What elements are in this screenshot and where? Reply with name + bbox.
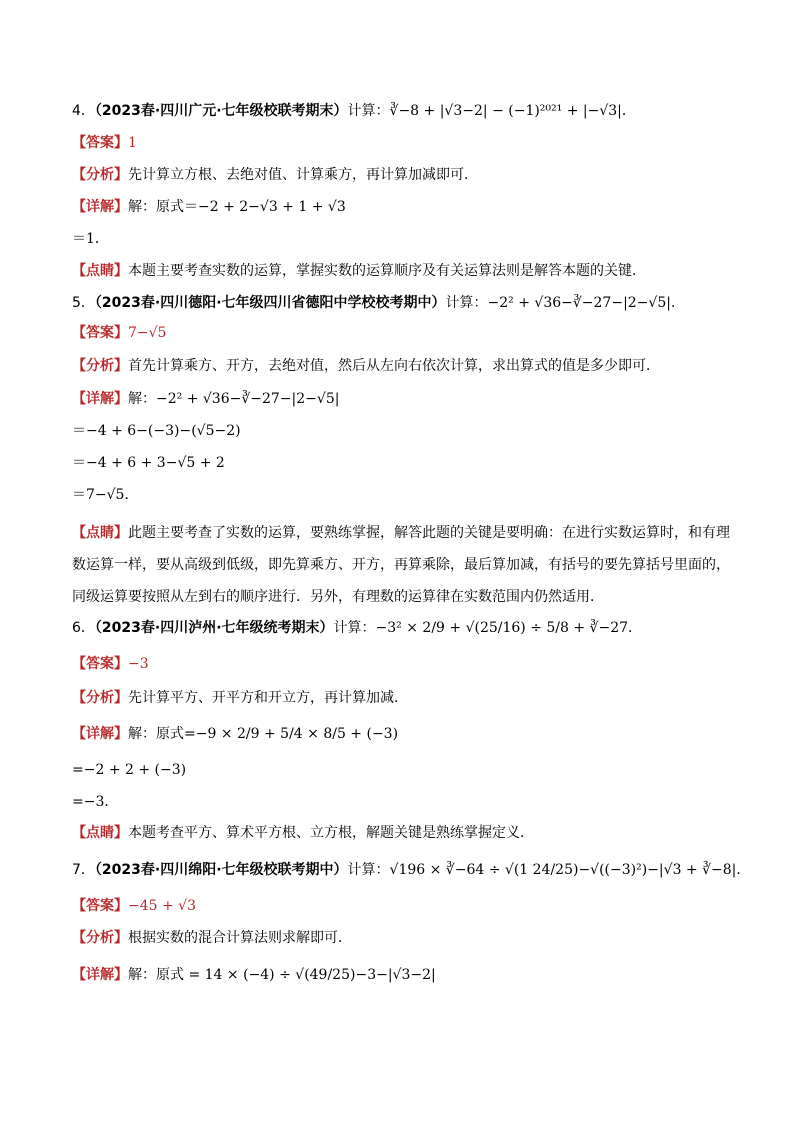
answer-tag: 【答案】	[72, 898, 128, 914]
problem-4-analysis	[72, 165, 734, 185]
problem-7-question	[72, 860, 751, 880]
answer-tag: 【答案】	[72, 135, 128, 151]
comment-text: 本题主要考查实数的运算，掌握实数的运算顺序及有关运算法则是解答本题的关键．	[128, 263, 646, 279]
problem-source: （2023春·四川广元·七年级校联考期末）	[94, 103, 348, 119]
comment-text: 此题主要考查了实数的运算，要熟练掌握，解答此题的关键是要明确：在进行实数运算时，和有理数运算一样，要从高级到低级，即先算乘方、开方，再算乘除，最后算加减，有括号的要先算括号里面的，同级运算要按照从左到右的顺序进行．另外，有理数的运算律在实数范围内仍然适用．	[72, 525, 730, 605]
problem-5-answer	[72, 323, 734, 343]
answer-tag: 【答案】	[72, 656, 128, 672]
analysis-text: 首先计算乘方、开方，去绝对值，然后从左向右依次计算，求出算式的值是多少即可．	[128, 358, 660, 374]
analysis-tag: 【分析】	[72, 358, 128, 374]
problem-expression: 计算：√196 × ∛−64 ÷ √(1 24/25)−√((−3)²)−|√3 + ∛−8|．	[347, 862, 751, 878]
problem-4-question	[72, 101, 734, 121]
detail-line: 解：原式 = 14 × (−4) ÷ √(49/25)−3−|√3−2|	[128, 967, 436, 983]
comment-tag: 【点睛】	[72, 825, 128, 841]
problem-6-question	[72, 618, 734, 638]
problem-source: （2023春·四川绵阳·七年级校联考期中）	[94, 862, 348, 878]
problem-source: （2023春·四川德阳·七年级四川省德阳中学校校考期中）	[94, 295, 446, 311]
detail-line: =−3．	[72, 794, 119, 810]
problem-4-answer	[72, 133, 734, 153]
analysis-tag: 【分析】	[72, 930, 128, 946]
problem-4-comment	[72, 261, 734, 281]
problem-5-detail	[72, 389, 734, 409]
problem-6-comment	[72, 823, 734, 843]
analysis-text: 先计算平方、开平方和开立方，再计算加减．	[128, 690, 408, 706]
detail-line: =−2 + 2 + (−3)	[72, 762, 187, 778]
answer-value: 1	[128, 135, 137, 151]
analysis-text: 根据实数的混合计算法则求解即可．	[128, 930, 352, 946]
problem-6-analysis	[72, 688, 734, 708]
answer-tag: 【答案】	[72, 325, 128, 341]
comment-tag: 【点睛】	[72, 525, 128, 541]
answer-value: −45 + √3	[128, 898, 197, 914]
comment-text: 本题考查平方、算术平方根、立方根，解题关键是熟练掌握定义．	[128, 825, 534, 841]
answer-value: −3	[128, 656, 149, 672]
problem-7-detail	[72, 965, 734, 985]
detail-line: ＝7−√5．	[72, 487, 139, 503]
problem-7-answer	[72, 896, 734, 916]
detail-line: ＝1．	[72, 231, 109, 247]
problem-4-detail	[72, 197, 734, 217]
problem-expression: 计算：−3² × 2/9 + √(25/16) ÷ 5/8 + ∛−27．	[333, 620, 643, 636]
answer-value: 7−√5	[128, 325, 167, 341]
problem-6-answer	[72, 654, 734, 674]
detail-line: ＝−4 + 6 + 3−√5 + 2	[72, 455, 225, 471]
problem-number: 5．	[72, 295, 95, 311]
detail-line: 解：原式=−9 × 2/9 + 5/4 × 8/5 + (−3)	[128, 726, 399, 742]
problem-expression: 计算：∛−8 + |√3−2| − (−1)²⁰²¹ + |−√3|．	[347, 103, 636, 119]
problem-5-analysis	[72, 356, 734, 376]
comment-tag: 【点睛】	[72, 263, 128, 279]
detail-tag: 【详解】	[72, 967, 128, 983]
detail-line: ＝−4 + 6−(−3)−(√5−2)	[72, 423, 241, 439]
problem-expression: 计算：−2² + √36−∛−27−|2−√5|．	[445, 295, 685, 311]
problem-number: 6．	[72, 620, 95, 636]
analysis-tag: 【分析】	[72, 690, 128, 706]
problem-number: 7．	[72, 862, 95, 878]
problem-source: （2023春·四川泸州·七年级统考期末）	[94, 620, 334, 636]
analysis-tag: 【分析】	[72, 167, 128, 183]
problem-6-detail	[72, 724, 734, 744]
problem-number: 4．	[72, 103, 95, 119]
detail-tag: 【详解】	[72, 391, 128, 407]
problem-7-analysis	[72, 928, 734, 948]
analysis-text: 先计算立方根、去绝对值、计算乘方，再计算加减即可．	[128, 167, 478, 183]
problem-5-question	[72, 293, 734, 313]
detail-tag: 【详解】	[72, 199, 128, 215]
detail-tag: 【详解】	[72, 726, 128, 742]
detail-line: 解：−2² + √36−∛−27−|2−√5|	[128, 391, 340, 407]
problem-5-comment	[72, 517, 734, 613]
detail-line: 解：原式＝−2 + 2−√3 + 1 + √3	[128, 199, 346, 215]
